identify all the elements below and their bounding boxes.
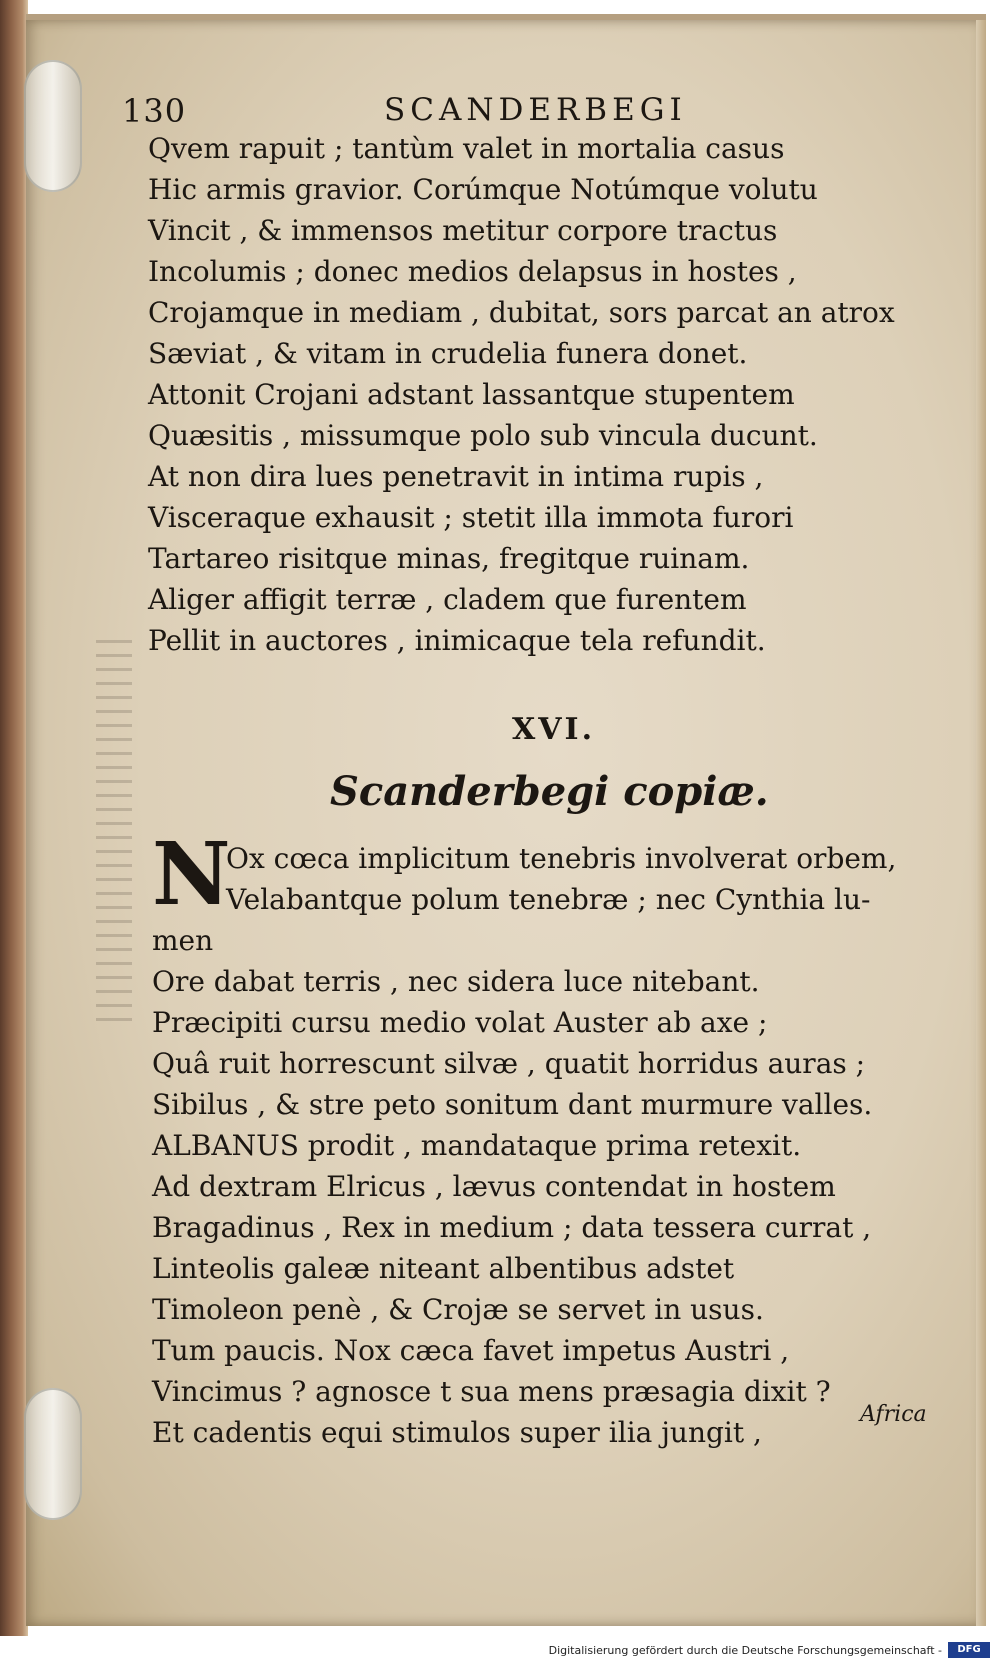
catchword: Africa: [860, 1402, 927, 1427]
verse-block-2: [152, 920, 952, 1453]
verse-line: Bragadinus , Rex in medium ; data tessera currat ,: [152, 1211, 872, 1244]
verse-line: Qvem rapuit ; tantùm valet in mortalia casus: [148, 132, 785, 165]
verse-first-line: [226, 838, 1000, 920]
verse-line: men: [152, 924, 214, 957]
verse-line: Sæviat , & vitam in crudelia funera donet.: [148, 337, 748, 370]
verse-line: Pellit in auctores , inimicaque tela refundit.: [148, 624, 766, 657]
page-number: 130: [122, 92, 187, 130]
verse-line: Quâ ruit horrescunt silvæ , quatit horridus auras ;: [152, 1047, 866, 1080]
digitization-footer: [0, 1636, 1000, 1669]
verse-line: Hic armis gravior. Corúmque Notúmque volutu: [148, 173, 818, 206]
verse-line: Attonit Crojani adstant lassantque stupentem: [148, 378, 795, 411]
verse-line: Visceraque exhausit ; stetit illa immota furori: [148, 501, 794, 534]
verse-line: Tum paucis. Nox cæca favet impetus Austri ,: [152, 1334, 790, 1367]
verse-line: Tartareo risitque minas, fregitque ruinam.: [148, 542, 750, 575]
verse-line: Aliger affigit terræ , cladem que furentem: [148, 583, 747, 616]
drop-cap: N: [152, 824, 231, 925]
verse-line: Vincimus ? agnosce t sua mens præsagia dixit ?: [152, 1375, 831, 1408]
verse-line: ALBANUS prodit , mandataque prima retexit.: [152, 1129, 802, 1162]
page-clip-bottom: [24, 1388, 82, 1520]
verse-line: Crojamque in mediam , dubitat, sors parcat an atrox: [148, 296, 895, 329]
verse-line: Timoleon penè , & Crojæ se servet in usus.: [152, 1293, 764, 1326]
verse-line: Incolumis ; donec medios delapsus in hostes ,: [148, 255, 797, 288]
verse-line: Vincit , & immensos metitur corpore tractus: [148, 214, 778, 247]
dfg-logo: DFG: [948, 1642, 990, 1658]
page-header: [122, 92, 922, 132]
verse-line: Et cadentis equi stimulos super ilia jungit ,: [152, 1416, 762, 1449]
page-edge: [976, 20, 986, 1626]
verse-line: At non dira lues penetravit in intima rupis ,: [148, 460, 764, 493]
running-head: SCANDERBEGI: [384, 92, 687, 128]
margin-bleed-marks: [96, 640, 132, 1030]
verse-line: Ore dabat terris , nec sidera luce nitebant.: [152, 965, 760, 998]
verse-line: Linteolis galeæ niteant albentibus adstet: [152, 1252, 735, 1285]
verse-block-1: [148, 128, 948, 661]
verse-line: Ad dextram Elricus , lævus contendat in hostem: [152, 1170, 836, 1203]
verse-line: Ox cœca implicitum tenebris involverat orbem,: [226, 842, 897, 875]
verse-line: Præcipiti cursu medio volat Auster ab axe ;: [152, 1006, 768, 1039]
section-number: XVI.: [512, 712, 596, 747]
verse-line: Velabantque polum tenebræ ; nec Cynthia lu-: [226, 883, 871, 916]
verse-line: Quæsitis , missumque polo sub vincula ducunt.: [148, 419, 818, 452]
footer-credit: Digitalisierung gefördert durch die Deutsche Forschungsgemeinschaft -: [548, 1644, 942, 1657]
section-title: Scanderbegi copiæ.: [330, 768, 769, 815]
verse-line: Sibilus , & stre peto sonitum dant murmure valles.: [152, 1088, 873, 1121]
page-clip-top: [24, 60, 82, 192]
